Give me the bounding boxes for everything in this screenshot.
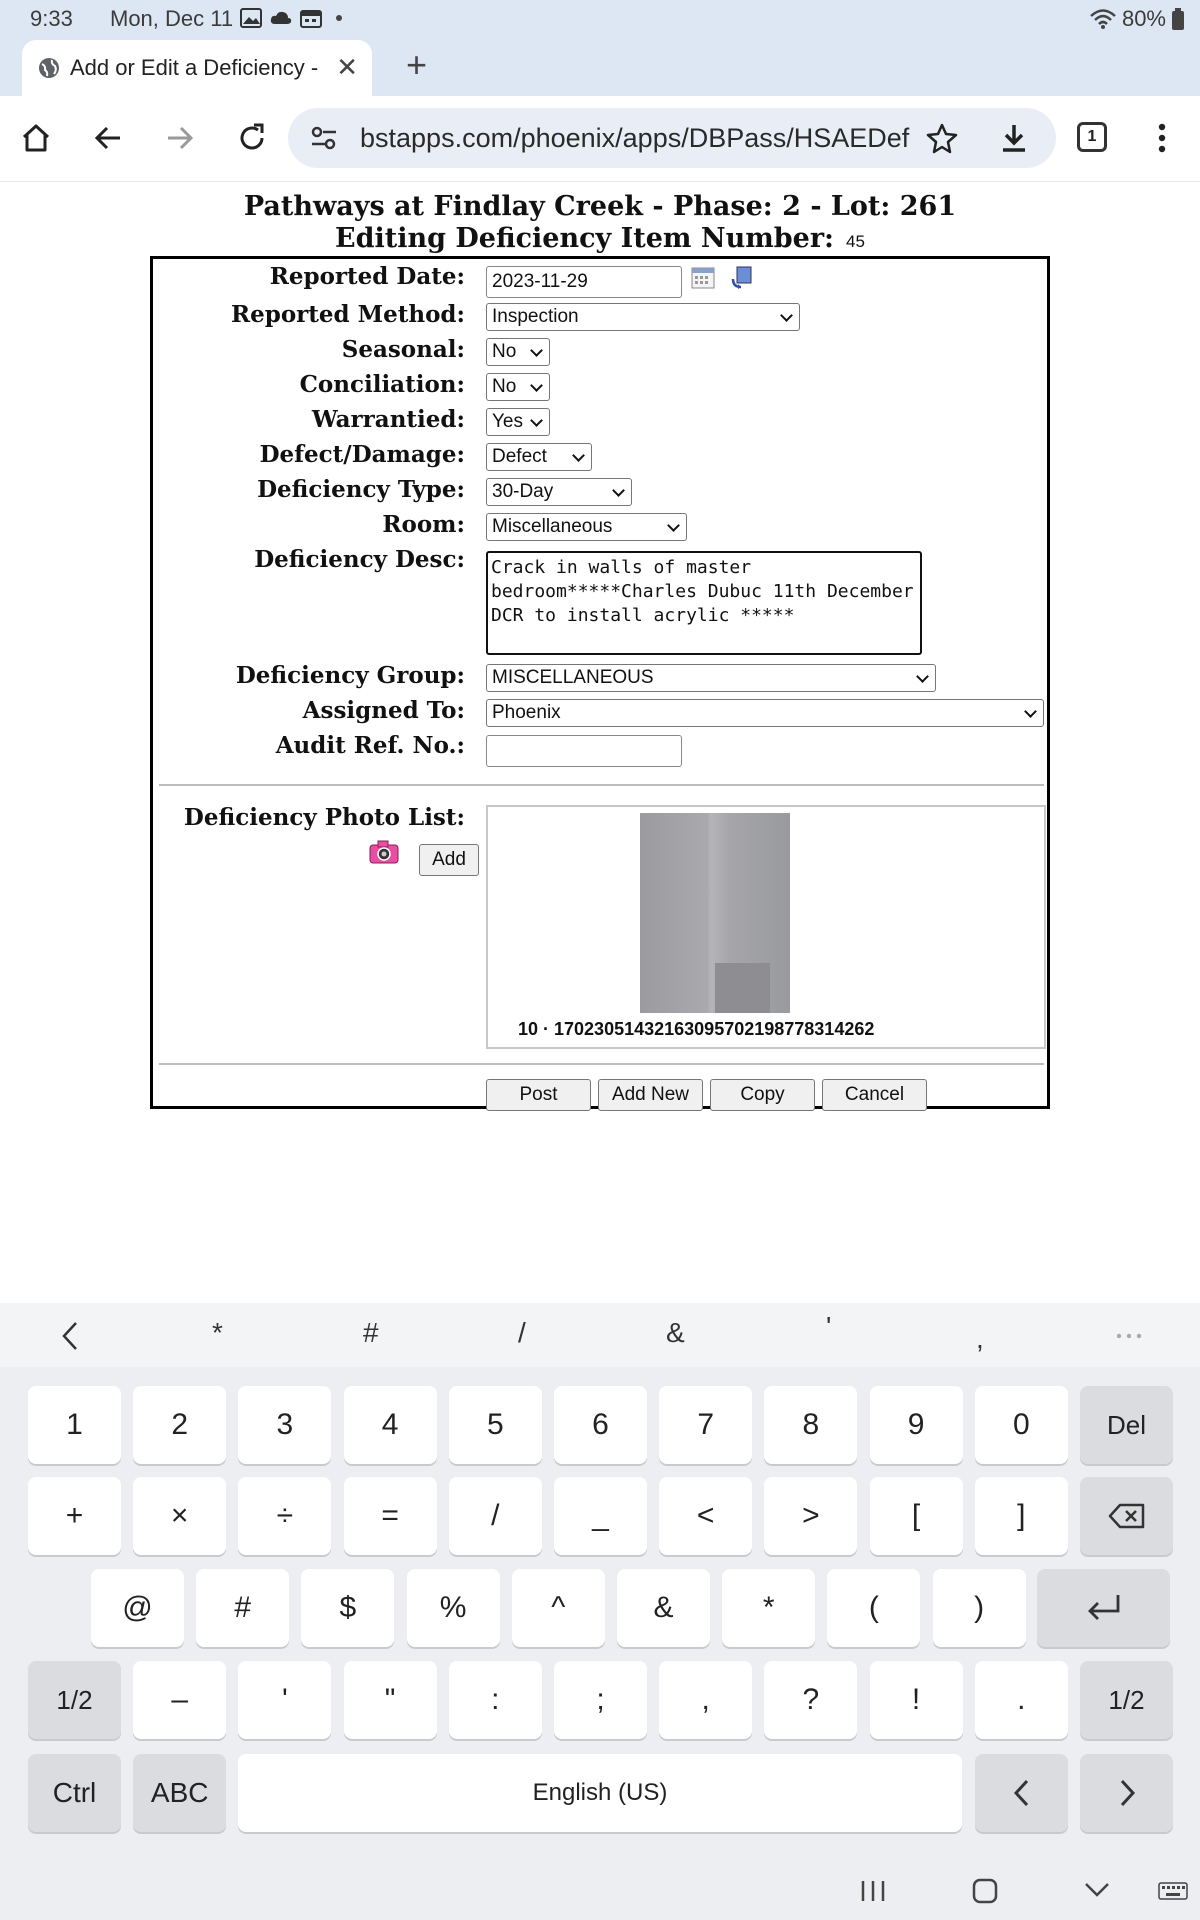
hide-keyboard-icon[interactable] xyxy=(1084,1882,1110,1898)
new-tab-icon[interactable]: + xyxy=(406,44,428,85)
key[interactable]: 5 xyxy=(449,1386,542,1464)
tab-strip xyxy=(0,38,1200,96)
key[interactable]: ] xyxy=(975,1477,1068,1555)
gallery-icon xyxy=(240,8,262,28)
key[interactable]: & xyxy=(617,1569,710,1647)
conciliation-label: Conciliation: xyxy=(299,371,465,398)
assigned-to-select[interactable]: Phoenix xyxy=(486,699,1044,727)
wifi-icon xyxy=(1090,8,1116,30)
post-button[interactable]: Post xyxy=(486,1079,591,1111)
cancel-button[interactable]: Cancel xyxy=(822,1079,927,1111)
suggestion-key[interactable]: ' xyxy=(826,1311,832,1342)
key[interactable]: ? xyxy=(764,1661,857,1739)
backspace-key[interactable] xyxy=(1080,1477,1173,1555)
key[interactable]: % xyxy=(407,1569,500,1647)
key[interactable]: – xyxy=(133,1661,226,1739)
key[interactable]: 0 xyxy=(975,1386,1068,1464)
download-icon[interactable] xyxy=(992,116,1036,160)
key[interactable]: @ xyxy=(91,1569,184,1647)
symbol-page-key[interactable]: 1/2 xyxy=(1080,1661,1173,1739)
status-date: Mon, Dec 11 xyxy=(110,6,234,31)
deficiency-type-label: Deficiency Type: xyxy=(257,476,465,503)
key[interactable]: < xyxy=(659,1477,752,1555)
cursor-left-key[interactable] xyxy=(975,1754,1068,1832)
key[interactable]: × xyxy=(133,1477,226,1555)
notification-icons xyxy=(240,8,342,28)
refresh-date-icon[interactable] xyxy=(731,265,753,289)
add-photo-button[interactable]: Add xyxy=(419,844,479,876)
more-menu-icon[interactable] xyxy=(1140,116,1184,160)
deficiency-desc-label: Deficiency Desc: xyxy=(254,546,465,573)
battery-percent: 80% xyxy=(1121,6,1166,31)
defect-damage-select[interactable]: Defect xyxy=(486,443,592,471)
defect-damage-label: Defect/Damage: xyxy=(259,441,465,468)
key[interactable]: + xyxy=(28,1477,121,1555)
key[interactable]: > xyxy=(764,1477,857,1555)
key[interactable]: / xyxy=(449,1477,542,1555)
chevron-right-icon xyxy=(1117,1778,1137,1808)
key[interactable]: . xyxy=(975,1661,1068,1739)
system-navigation-bar xyxy=(0,1858,1200,1920)
photo-list-label: Deficiency Photo List: xyxy=(183,804,465,831)
room-select[interactable]: Miscellaneous xyxy=(486,513,687,541)
deficiency-type-select[interactable]: 30-Day xyxy=(486,478,632,506)
key[interactable]: 1 xyxy=(28,1386,121,1464)
deficiency-group-select[interactable]: MISCELLANEOUS xyxy=(486,664,936,692)
backspace-icon xyxy=(1108,1503,1146,1529)
key[interactable]: " xyxy=(344,1661,437,1739)
seasonal-label: Seasonal: xyxy=(341,336,465,363)
key[interactable]: ' xyxy=(238,1661,331,1739)
chevron-left-icon[interactable] xyxy=(60,1321,80,1351)
key[interactable]: $ xyxy=(301,1569,394,1647)
suggestion-key[interactable]: , xyxy=(976,1323,984,1354)
browser-toolbar xyxy=(0,96,1200,182)
cursor-right-key[interactable] xyxy=(1080,1754,1173,1832)
deficiency-desc-textarea[interactable]: Crack in walls of master bedroom*****Charles Dubuc 11th December DCR to install acrylic ***** xyxy=(486,551,922,655)
key[interactable]: ! xyxy=(870,1661,963,1739)
keyboard-suggestion-bar xyxy=(0,1303,1200,1367)
delete-key[interactable]: Del xyxy=(1080,1386,1173,1464)
close-tab-icon[interactable]: ✕ xyxy=(336,52,358,82)
cloud-icon xyxy=(270,8,292,28)
key[interactable]: ÷ xyxy=(238,1477,331,1555)
suggestion-key[interactable]: * xyxy=(212,1317,223,1348)
space-key[interactable]: English (US) xyxy=(238,1754,962,1832)
calendar-picker-icon[interactable] xyxy=(691,267,715,289)
back-arrow-icon[interactable] xyxy=(86,116,130,160)
conciliation-select[interactable]: No xyxy=(486,373,550,401)
page-subtitle xyxy=(0,223,1200,254)
bookmark-star-icon[interactable] xyxy=(920,116,964,160)
reported-date-input[interactable]: 2023-11-29 xyxy=(486,266,682,298)
photo-thumbnail[interactable] xyxy=(640,813,790,1013)
warrantied-select[interactable]: Yes xyxy=(486,408,550,436)
deficiency-group-label: Deficiency Group: xyxy=(235,662,465,689)
enter-icon xyxy=(1084,1593,1124,1623)
tab-title: Add or Edit a Deficiency - xyxy=(70,55,319,80)
ctrl-key[interactable]: Ctrl xyxy=(28,1754,121,1832)
key[interactable]: = xyxy=(344,1477,437,1555)
on-screen-keyboard xyxy=(0,1303,1200,1920)
suggestion-key[interactable]: / xyxy=(518,1317,526,1348)
camera-icon[interactable] xyxy=(369,840,399,864)
editing-label: Editing Deficiency Item Number: xyxy=(335,223,835,254)
symbol-page-key[interactable]: 1/2 xyxy=(28,1661,121,1739)
more-notifications-dot xyxy=(336,15,342,21)
key[interactable]: ; xyxy=(554,1661,647,1739)
key[interactable]: # xyxy=(196,1569,289,1647)
browser-tab[interactable] xyxy=(22,40,372,96)
site-settings-icon[interactable] xyxy=(310,125,338,151)
status-bar xyxy=(0,0,1200,38)
add-new-button[interactable]: Add New xyxy=(598,1079,703,1111)
key[interactable]: _ xyxy=(554,1477,647,1555)
forward-arrow-icon[interactable] xyxy=(158,116,202,160)
divider xyxy=(159,784,1044,786)
tab-switcher-button[interactable]: 1 xyxy=(1077,122,1107,152)
key[interactable]: 3 xyxy=(238,1386,331,1464)
status-time: 9:33 xyxy=(30,6,73,31)
url-text: bstapps.com/phoenix/apps/DBPass/HSAEDef xyxy=(360,123,910,153)
key[interactable]: 6 xyxy=(554,1386,647,1464)
reported-method-label: Reported Method: xyxy=(231,301,465,328)
web-page xyxy=(0,183,1200,1303)
key[interactable]: ^ xyxy=(512,1569,605,1647)
room-label: Room: xyxy=(382,511,465,538)
seasonal-select[interactable]: No xyxy=(486,338,550,366)
more-options-icon[interactable] xyxy=(1116,1333,1142,1339)
home-icon[interactable] xyxy=(14,116,58,160)
key[interactable]: 2 xyxy=(133,1386,226,1464)
photo-caption: 10 · 1702305143216309570219877831426​2 xyxy=(518,1019,875,1039)
reload-icon[interactable] xyxy=(230,116,274,160)
key[interactable]: 7 xyxy=(659,1386,752,1464)
key[interactable]: 9 xyxy=(870,1386,963,1464)
key[interactable]: 4 xyxy=(344,1386,437,1464)
warrantied-label: Warrantied: xyxy=(311,406,465,433)
key[interactable]: [ xyxy=(870,1477,963,1555)
assigned-to-label: Assigned To: xyxy=(302,697,465,724)
key[interactable]: * xyxy=(722,1569,815,1647)
battery-icon xyxy=(1172,8,1184,30)
key[interactable]: , xyxy=(659,1661,752,1739)
calendar-icon xyxy=(300,8,322,28)
photo-list xyxy=(486,805,1046,1049)
key[interactable]: ( xyxy=(827,1569,920,1647)
item-number: 45 xyxy=(846,232,865,251)
page-title: Pathways at Findlay Creek - Phase: 2 - Lot: 261 xyxy=(243,191,957,222)
recent-apps-icon[interactable] xyxy=(860,1880,886,1902)
divider xyxy=(159,1063,1044,1065)
abc-key[interactable]: ABC xyxy=(133,1754,226,1832)
reported-date-label: Reported Date: xyxy=(269,263,465,290)
reported-method-select[interactable]: Inspection xyxy=(486,303,800,331)
suggestion-key[interactable]: # xyxy=(363,1317,379,1348)
audit-ref-input[interactable] xyxy=(486,735,682,767)
copy-button[interactable]: Copy xyxy=(710,1079,815,1111)
key[interactable]: ) xyxy=(933,1569,1026,1647)
deficiency-form xyxy=(150,256,1050,1109)
audit-ref-label: Audit Ref. No.: xyxy=(275,732,465,759)
keyboard-icon[interactable] xyxy=(1158,1882,1188,1900)
chevron-left-icon xyxy=(1012,1778,1032,1808)
key[interactable]: : xyxy=(449,1661,542,1739)
suggestion-key[interactable]: & xyxy=(666,1317,685,1348)
globe-icon xyxy=(38,57,60,79)
home-nav-icon[interactable] xyxy=(972,1878,998,1904)
enter-key[interactable] xyxy=(1037,1569,1170,1647)
key[interactable]: 8 xyxy=(764,1386,857,1464)
